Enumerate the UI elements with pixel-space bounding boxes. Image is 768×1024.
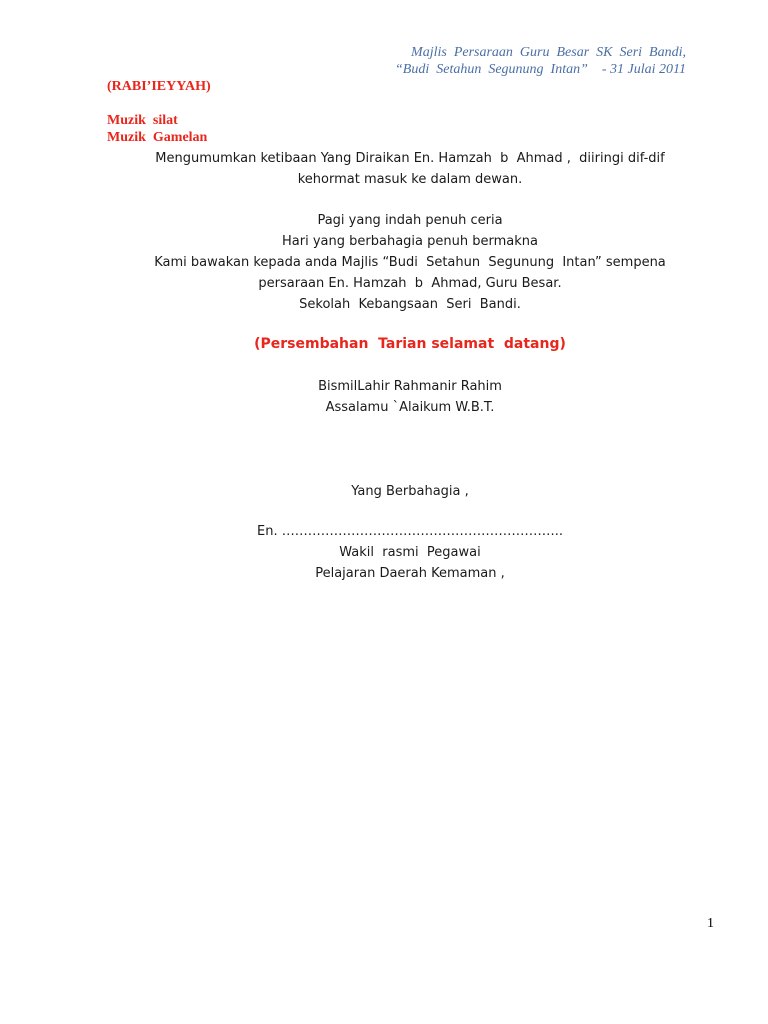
address-block: [100, 521, 720, 584]
verse-line-2: Hari yang berbahagia penuh bermakna: [282, 234, 538, 249]
header-line-theme-date: “Budi Setahun Segunung Intan” - 31 Julai 2011: [395, 62, 686, 77]
announcement-line-1: Mengumumkan ketibaan Yang Diraikan En. Hamzah b Ahmad , diiringi dif-dif: [155, 151, 665, 166]
verse-line-5: Sekolah Kebangsaan Seri Bandi.: [299, 297, 521, 312]
header-line-event-name: Majlis Persaraan Guru Besar SK Seri Bandi,: [411, 45, 686, 60]
address-role-line-2: Pelajaran Daerah Kemaman ,: [315, 566, 505, 581]
address-role-line-1: Wakil rasmi Pegawai: [339, 545, 481, 560]
section-title: (RABI’IEYYAH): [107, 79, 211, 94]
event-header: [395, 44, 686, 78]
verse-paragraph: [100, 210, 720, 315]
verse-line-3: Kami bawakan kepada anda Majlis “Budi Setahun Segunung Intan” sempena: [154, 255, 666, 270]
address-salutation: Yang Berbahagia ,: [351, 484, 469, 499]
music-item-gamelan: Muzik Gamelan: [107, 130, 208, 145]
verse-line-4: persaraan En. Hamzah b Ahmad, Guru Besar.: [258, 276, 562, 291]
verse-line-1: Pagi yang indah penuh ceria: [317, 213, 503, 228]
greeting-paragraph: [100, 376, 720, 418]
performance-note: (Persembahan Tarian selamat datang): [254, 336, 566, 352]
announcement-paragraph: [100, 148, 720, 190]
music-item-silat: Muzik silat: [107, 113, 178, 128]
announcement-line-2: kehormat masuk ke dalam dewan.: [297, 172, 523, 187]
greeting-line-2: Assalamu `Alaikum W.B.T.: [325, 400, 495, 415]
page-number: 1: [707, 916, 714, 931]
address-name-line: En. ………………………………………………………..: [257, 524, 563, 539]
greeting-line-1: BismilLahir Rahmanir Rahim: [318, 379, 502, 394]
